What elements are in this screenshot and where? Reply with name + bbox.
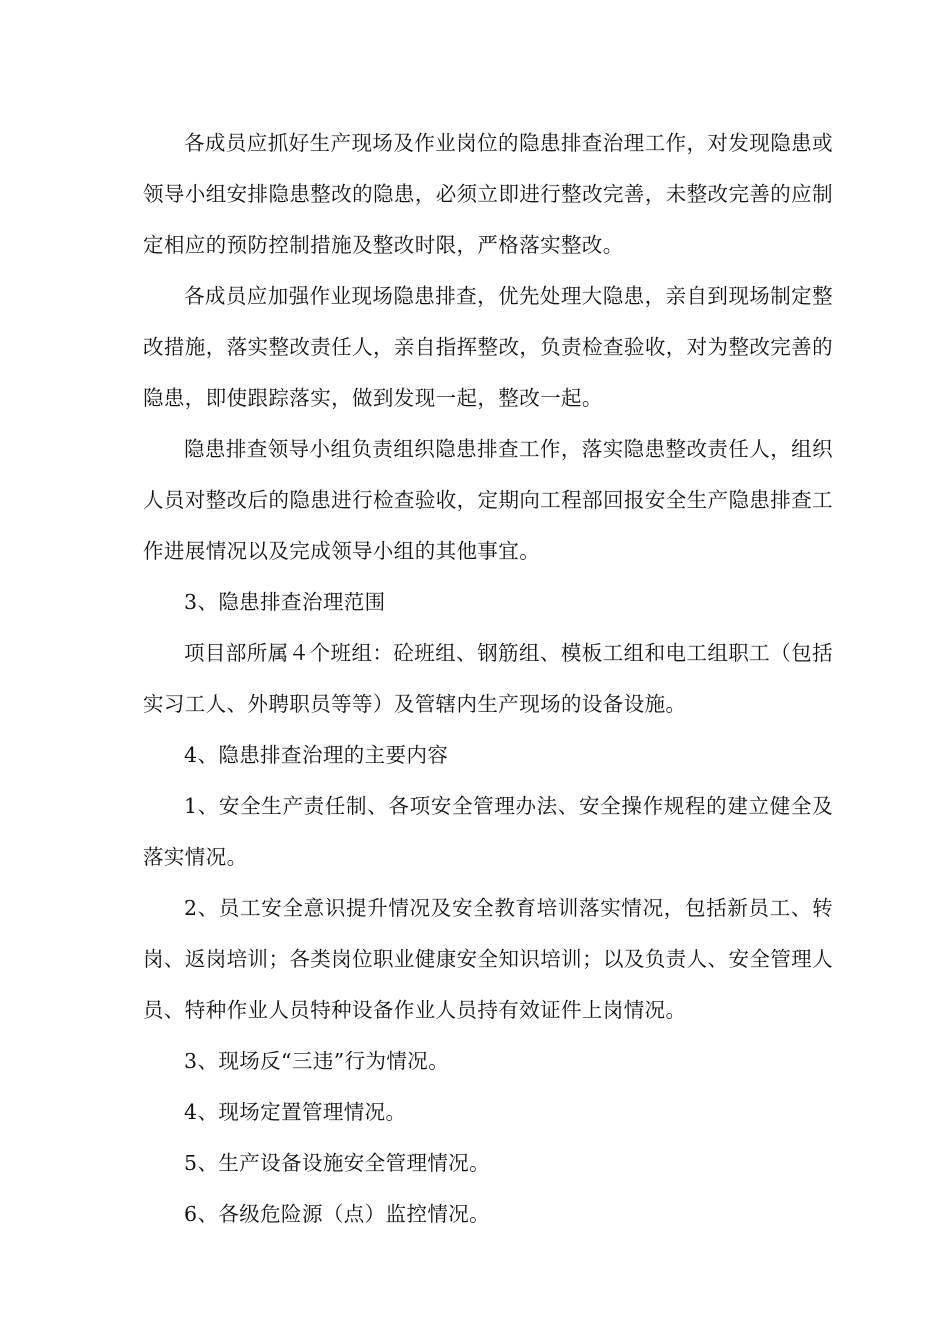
list-item-equipment-safety: 5、生产设备设施安全管理情况。 xyxy=(184,1151,491,1175)
list-item-three-violations: 3、现场反“三违”行为情况。 xyxy=(184,1049,450,1073)
paragraph-scope-detail: 项目部所属４个班组：砼班组、钢筋组、模板工组和电工组职工（包括实习工人、外聘职员等等）及管辖内生产现场的设备设施。 xyxy=(143,641,833,716)
paragraph-leadership-group-duty: 隐患排查领导小组负责组织隐患排查工作，落实隐患整改责任人，组织人员对整改后的隐患进行检查验收，定期向工程部回报安全生产隐患排查工作进展情况以及完成领导小组的其他事宜。 xyxy=(143,437,833,563)
list-item-responsibility-system: 1、安全生产责任制、各项安全管理办法、安全操作规程的建立健全及落实情况。 xyxy=(143,794,833,869)
paragraph-site-inspection-duty: 各成员应加强作业现场隐患排查，优先处理大隐患，亲自到现场制定整改措施，落实整改责任人，亲自指挥整改，负责检查验收，对为整改完善的隐患，即使跟踪落实，做到发现一起，整改一起。 xyxy=(143,284,833,410)
list-item-site-placement: 4、现场定置管理情况。 xyxy=(184,1100,407,1124)
section-heading-main-content: 4、隐患排查治理的主要内容 xyxy=(184,743,449,767)
list-item-hazard-monitoring: 6、各级危险源（点）监控情况。 xyxy=(184,1202,491,1226)
list-item-safety-training: 2、员工安全意识提升情况及安全教育培训落实情况，包括新员工、转岗、返岗培训；各类岗位职业健康安全知识培训；以及负责人、安全管理人员、特种作业人员特种设备作业人员持有效证件上岗情况。 xyxy=(143,896,833,1022)
document-body xyxy=(143,118,833,1240)
paragraph-hazard-rectification-duty: 各成员应抓好生产现场及作业岗位的隐患排查治理工作，对发现隐患或领导小组安排隐患整改的隐患，必须立即进行整改完善，未整改完善的应制定相应的预防控制措施及整改时限，严格落实整改。 xyxy=(143,131,833,257)
section-heading-scope: 3、隐患排查治理范围 xyxy=(184,590,386,614)
